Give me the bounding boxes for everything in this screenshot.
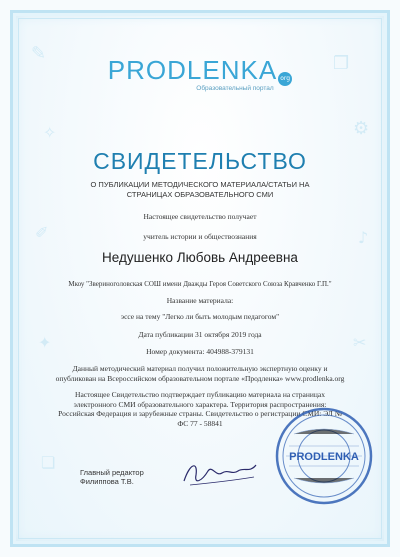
gear-doodle-icon: ⚙	[353, 118, 370, 139]
pencil-doodle-icon: ✐	[35, 223, 49, 242]
book-doodle-icon: ❐	[333, 53, 350, 74]
certificate-subtitle: О ПУБЛИКАЦИИ МЕТОДИЧЕСКОГО МАТЕРИАЛА/СТАТЬИ НА СТРАНИЦАХ ОБРАЗОВАТЕЛЬНОГО СМИ	[90, 180, 310, 199]
logo-wordmark: PRODLENKA	[107, 55, 278, 85]
confirms-text: Настоящее свидетельство получает	[143, 212, 257, 221]
star-doodle-icon: ✧	[43, 123, 57, 142]
material-label: Название материала:	[166, 296, 234, 305]
recipient-name: Недушенко Любовь Андреевна	[102, 250, 298, 265]
pencil-doodle-icon: ✎	[31, 43, 47, 64]
seal-brand: PRODLENKA	[289, 451, 359, 463]
publication-date: Дата публикации 31 октября 2019 года	[138, 330, 262, 339]
editor-name: Филиппова Т.В.	[80, 477, 134, 486]
editor-role: Главный редактор	[80, 468, 144, 477]
book-doodle-icon: ❏	[41, 453, 56, 472]
editor-block	[80, 468, 144, 486]
school-name: Мкоу "Звериноголовская СОШ имени Дважды Героя Советского Союза Кравченко Г.П."	[68, 280, 332, 288]
official-seal	[274, 406, 374, 511]
site-logo	[13, 55, 387, 92]
editor-signature	[180, 455, 260, 496]
star-doodle-icon: ✦	[38, 333, 52, 352]
logo-tagline: Образовательный портал	[196, 85, 274, 92]
document-number: Номер документа: 404988-379131	[146, 347, 254, 356]
logo-badge: org	[278, 72, 292, 86]
confirmation-text: Настоящее Свидетельство подтверждает публикацию материала на страницах электронного СМИ образовательного характера. Территория распространения: Российская Федерация и зарубежные страны. Свидетельство о регистрации СМИ: ЭЛ № ФС 77 - 58841	[58, 390, 342, 428]
clip-doodle-icon: ✂	[353, 333, 367, 352]
certificate-title: СВИДЕТЕЛЬСТВО	[93, 148, 307, 174]
recipient-position: учитель истории и обществознания	[143, 232, 257, 241]
expertise-text: Данный методический материал получил положительную экспертную оценку и опубликован на Всероссийском образовательном портале «Продленка» www.prodlenka.org	[55, 364, 345, 383]
material-title: эссе на тему "Легко ли быть молодым педагогом"	[120, 312, 280, 321]
note-doodle-icon: ♪	[358, 228, 369, 247]
